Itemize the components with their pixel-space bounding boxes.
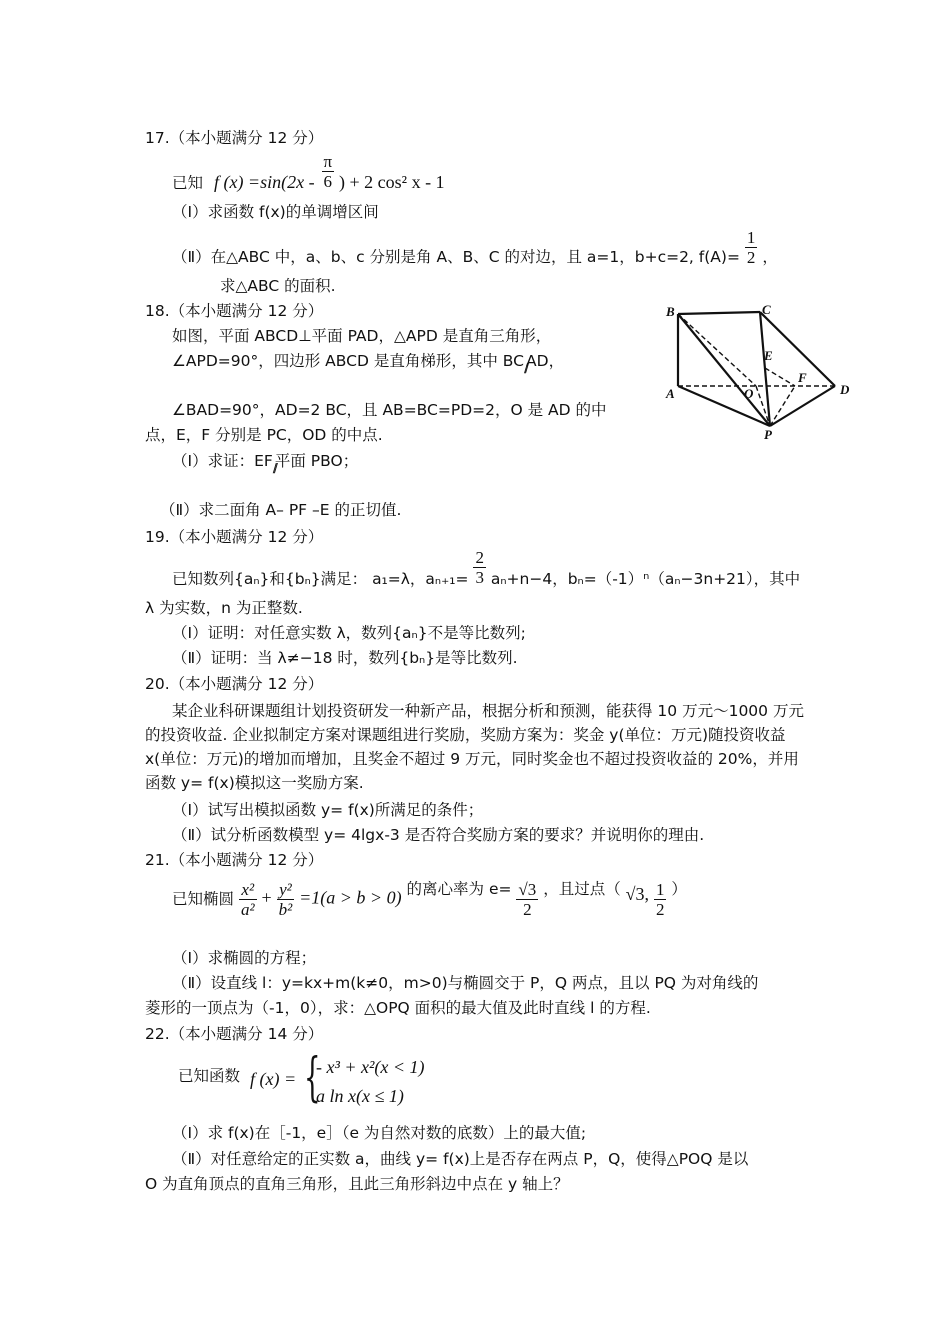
q22-header: 22.（本小题满分 14 分） [145,1025,324,1043]
fig-label-o: O [744,386,754,401]
q18-line3: ∠BAD=90°，AD=2 BC，且 AB=BC=PD=2，O 是 AD 的中 [172,401,607,419]
q17-fraction: $\frac{1}{2}$ [746,228,756,267]
q17-pi-over-6: $\frac{\pi}{6}$ [323,152,333,191]
q21-x-frac: $\frac{\text{x²}}{\text{a²}}$ [240,880,255,919]
q19-header: 19.（本小题满分 12 分） [145,528,324,546]
q21-header: 21.（本小题满分 12 分） [145,851,324,869]
q18-part2: （Ⅱ）求二面角 A– PF –E 的正切值. [160,501,402,519]
q21-part1: （Ⅰ）求椭圆的方程； [172,949,317,967]
q20-header: 20.（本小题满分 12 分） [145,675,324,693]
q21-part2-cont: 菱形的一顶点为（-1，0），求：△OPQ 面积的最大值及此时直线 l 的方程. [145,999,651,1017]
q17-fx: f (x) =sin(2x - [213,171,315,192]
q17-intro: 已知 [172,173,204,192]
q19-part2: （Ⅱ）证明：当 λ≠−18 时，数列{bₙ}是等比数列. [172,649,518,667]
fig-label-d: D [840,382,850,397]
q17-rest: ) + 2 cos² x - 1 [339,171,445,192]
q20-part2: （Ⅱ）试分析函数模型 y= 4lgx-3 是否符合奖励方案的要求？并说明你的理由. [172,826,705,844]
q19-line1: 已知数列{aₙ}和{bₙ}满足： a₁=λ，aₙ₊₁= $\frac{2}{3}$ aₙ+n−4，bₙ=（-1）ⁿ（aₙ−3n+21），其中 [172,548,801,588]
q19-line2: λ 为实数，n 为正整数. [145,599,303,617]
fig-label-c: C [762,302,771,317]
q21-ellipse: 已知椭圆 $\frac{\text{x²}}{\text{a²}}$ + $\frac{\text{y²}}{\text{b²}}$ =1(a > b > 0) 的离心率为 e= $\frac{√3}{2}$ ，且过点（ √3, $\frac{1}{2}$ ） [172,879,687,919]
q17-part1: （Ⅰ）求函数 f(x)的单调增区间 [172,203,379,221]
q21-y-frac: $\frac{\text{y²}}{\text{b²}}$ [278,880,293,919]
q22-case2: a ln x(x ≤ 1) [316,1086,404,1106]
q20-body: 某企业科研课题组计划投资研发一种新产品，根据分析和预测，能获得 10 万元～1000 万元的投资收益. 企业拟制定方案对课题组进行奖励，奖励方案为：奖金 y(单位：万元)随投资收益 x(单位：万元)的增加而增加，且奖金不超过 9 万元，同时奖金也不超过投资收益的 20%，并用函数 y= f(x)模拟这一奖励方案. [145,702,804,792]
q18-line4: 点，E，F 分别是 PC，OD 的中点. [145,426,383,444]
brace-symbol: { [304,1048,321,1108]
q22-case1: - x³ + x²(x < 1) [316,1057,425,1077]
q17-header: 17.（本小题满分 12 分） [145,129,324,147]
fig-label-p: P [764,427,772,442]
q18-header: 18.（本小题满分 12 分） [145,302,324,320]
parallel-symbol: // [523,361,527,375]
q18-figure [660,298,860,448]
fig-label-e: E [764,348,773,363]
q21-point-frac: $\frac{1}{2}$ [655,880,665,919]
q22-part1: （Ⅰ）求 f(x)在［-1，e］（e 为自然对数的底数）上的最大值; [172,1124,587,1142]
q18-line2: ∠APD=90°，四边形 ABCD 是直角梯形，其中 BC//AD， [172,351,564,372]
q19-fraction: $\frac{2}{3}$ [475,548,484,587]
q17-part2-cont: 求△ABC 的面积. [220,277,336,295]
q17-function [172,152,445,200]
q21-ecc-frac: $\frac{√3}{2}$ [518,880,537,919]
fig-label-b: B [666,304,675,319]
q22-part2: （Ⅱ）对任意给定的正实数 a，曲线 y= f(x)上是否存在两点 P，Q，使得△POQ 是以 [172,1150,749,1168]
q22-part2-cont: O 为直角顶点的直角三角形，且此三角形斜边中点在 y 轴上？ [145,1175,569,1193]
q18-part1: （Ⅰ）求证：EF//平面 PBO； [172,451,358,472]
q20-part1: （Ⅰ）试写出模拟函数 y= f(x)所满足的条件； [172,801,484,819]
q18-line1: 如图，平面 ABCD⊥平面 PAD，△APD 是直角三角形， [172,327,552,345]
q19-part1: （Ⅰ）证明：对任意实数 λ，数列{aₙ}不是等比数列; [172,624,526,642]
q21-part2: （Ⅱ）设直线 l：y=kx+m(k≠0，m>0)与椭圆交于 P，Q 两点，且以 PQ 为对角线的 [172,974,759,992]
fig-label-a: A [666,386,675,401]
parallel-symbol: // [272,461,275,475]
q17-part2: （Ⅱ）在△ABC 中，a、b、c 分别是角 A、B、C 的对边，且 a=1，b+c=2, f(A)= $\frac{1}{2}$ ， [172,228,778,267]
fig-label-f: F [798,370,807,385]
